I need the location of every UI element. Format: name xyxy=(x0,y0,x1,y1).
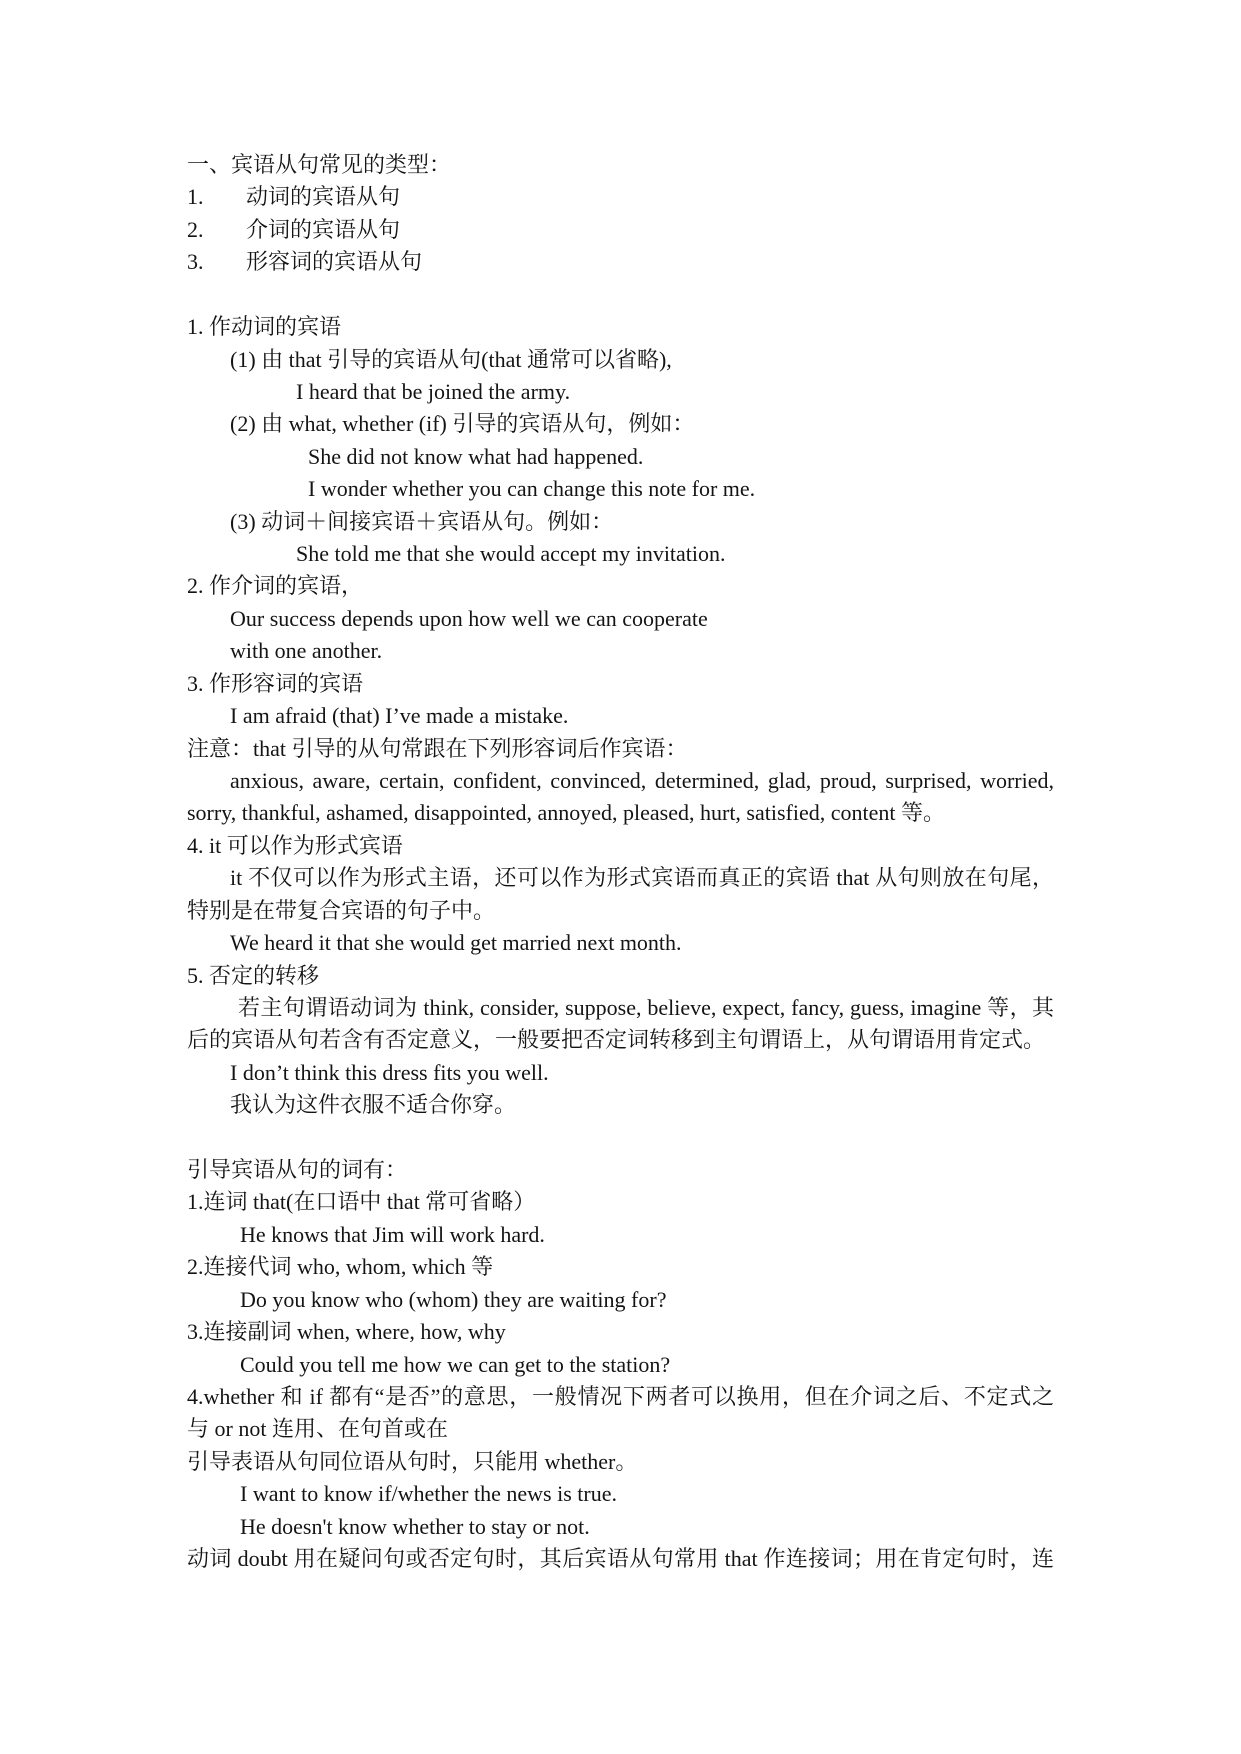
section-heading: 5. 否定的转移 xyxy=(187,962,320,988)
explanation-text: it 不仅可以作为形式主语，还可以作为形式宾语而真正的宾语 that 从句则放在句尾， xyxy=(230,865,1054,891)
case-label: (2) 由 what, whether (if) 引导的宾语从句，例如： xyxy=(230,411,695,437)
example-sentence: We heard it that she would get married next month. xyxy=(230,930,682,956)
section-heading: 4. it 可以作为形式宾语 xyxy=(187,832,403,858)
types-heading: 一、宾语从句常见的类型： xyxy=(187,152,452,177)
adjective-list: sorry, thankful, ashamed, disappointed, annoyed, pleased, hurt, satisfied, content 等。 xyxy=(187,800,946,826)
connective-label: 1.连词 that(在口语中 that 常可省略） xyxy=(187,1189,536,1215)
example-sentence: I don’t think this dress fits you well. xyxy=(230,1059,549,1085)
connective-label: 3.连接副词 when, where, how, why xyxy=(187,1319,506,1345)
whether-if-text: 引导表语从句同位语从句时，只能用 whether。 xyxy=(187,1448,638,1474)
type-item-number: 3. xyxy=(187,249,204,275)
example-translation: 我认为这件衣服不适合你穿。 xyxy=(230,1092,517,1118)
explanation-text: 后的宾语从句若含有否定意义，一般要把否定词转移到主句谓语上，从句谓语用肯定式。 xyxy=(187,1027,1046,1053)
explanation-text: 若主句谓语动词为 think, consider, suppose, believe, expect, fancy, guess, imagine 等，其 xyxy=(238,994,1054,1020)
type-item-text: 形容词的宾语从句 xyxy=(246,249,423,275)
whether-if-text: 4.whether 和 if 都有“是否”的意思，一般情况下两者可以换用，但在介词之后、不定式之 xyxy=(187,1383,1054,1409)
example-sentence: I heard that be joined the army. xyxy=(296,378,571,404)
example-sentence: Do you know who (whom) they are waiting for? xyxy=(240,1286,667,1312)
whether-if-text: 与 or not 连用、在句首或在 xyxy=(187,1416,448,1442)
example-sentence: Our success depends upon how well we can cooperate xyxy=(230,605,708,631)
example-sentence: I want to know if/whether the news is true. xyxy=(240,1481,617,1507)
section-heading: 引导宾语从句的词有： xyxy=(187,1157,408,1183)
example-sentence: with one another. xyxy=(230,638,383,664)
example-sentence: He knows that Jim will work hard. xyxy=(240,1221,545,1247)
type-item-number: 1. xyxy=(187,184,204,210)
case-label: (1) 由 that 引导的宾语从句(that 通常可以省略), xyxy=(230,346,672,372)
adjective-list: anxious, aware, certain, confident, convinced, determined, glad, proud, surprised, worried, xyxy=(230,767,1054,793)
note-text: 注意：that 引导的从句常跟在下列形容词后作宾语： xyxy=(187,735,688,761)
connective-label: 2.连接代词 who, whom, which 等 xyxy=(187,1254,494,1280)
type-item-number: 2. xyxy=(187,216,204,242)
section-heading: 1. 作动词的宾语 xyxy=(187,314,342,340)
example-sentence: She told me that she would accept my invitation. xyxy=(296,541,726,567)
case-label: (3) 动词＋间接宾语＋宾语从句。例如： xyxy=(230,508,614,534)
example-sentence: She did not know what had happened. xyxy=(308,443,644,469)
example-sentence: Could you tell me how we can get to the station? xyxy=(240,1351,671,1377)
type-item-text: 动词的宾语从句 xyxy=(246,184,401,210)
explanation-text: 特别是在带复合宾语的句子中。 xyxy=(187,897,496,923)
doubt-usage-text: 动词 doubt 用在疑问句或否定句时，其后宾语从句常用 that 作连接词；用在肯定句时，连 xyxy=(187,1546,1054,1572)
example-sentence: I am afraid (that) I’ve made a mistake. xyxy=(230,703,569,729)
example-sentence: He doesn't know whether to stay or not. xyxy=(240,1513,590,1539)
section-heading: 3. 作形容词的宾语 xyxy=(187,670,364,696)
section-heading: 2. 作介词的宾语， xyxy=(187,573,364,599)
type-item-text: 介词的宾语从句 xyxy=(246,216,401,242)
example-sentence: I wonder whether you can change this note for me. xyxy=(308,476,756,502)
